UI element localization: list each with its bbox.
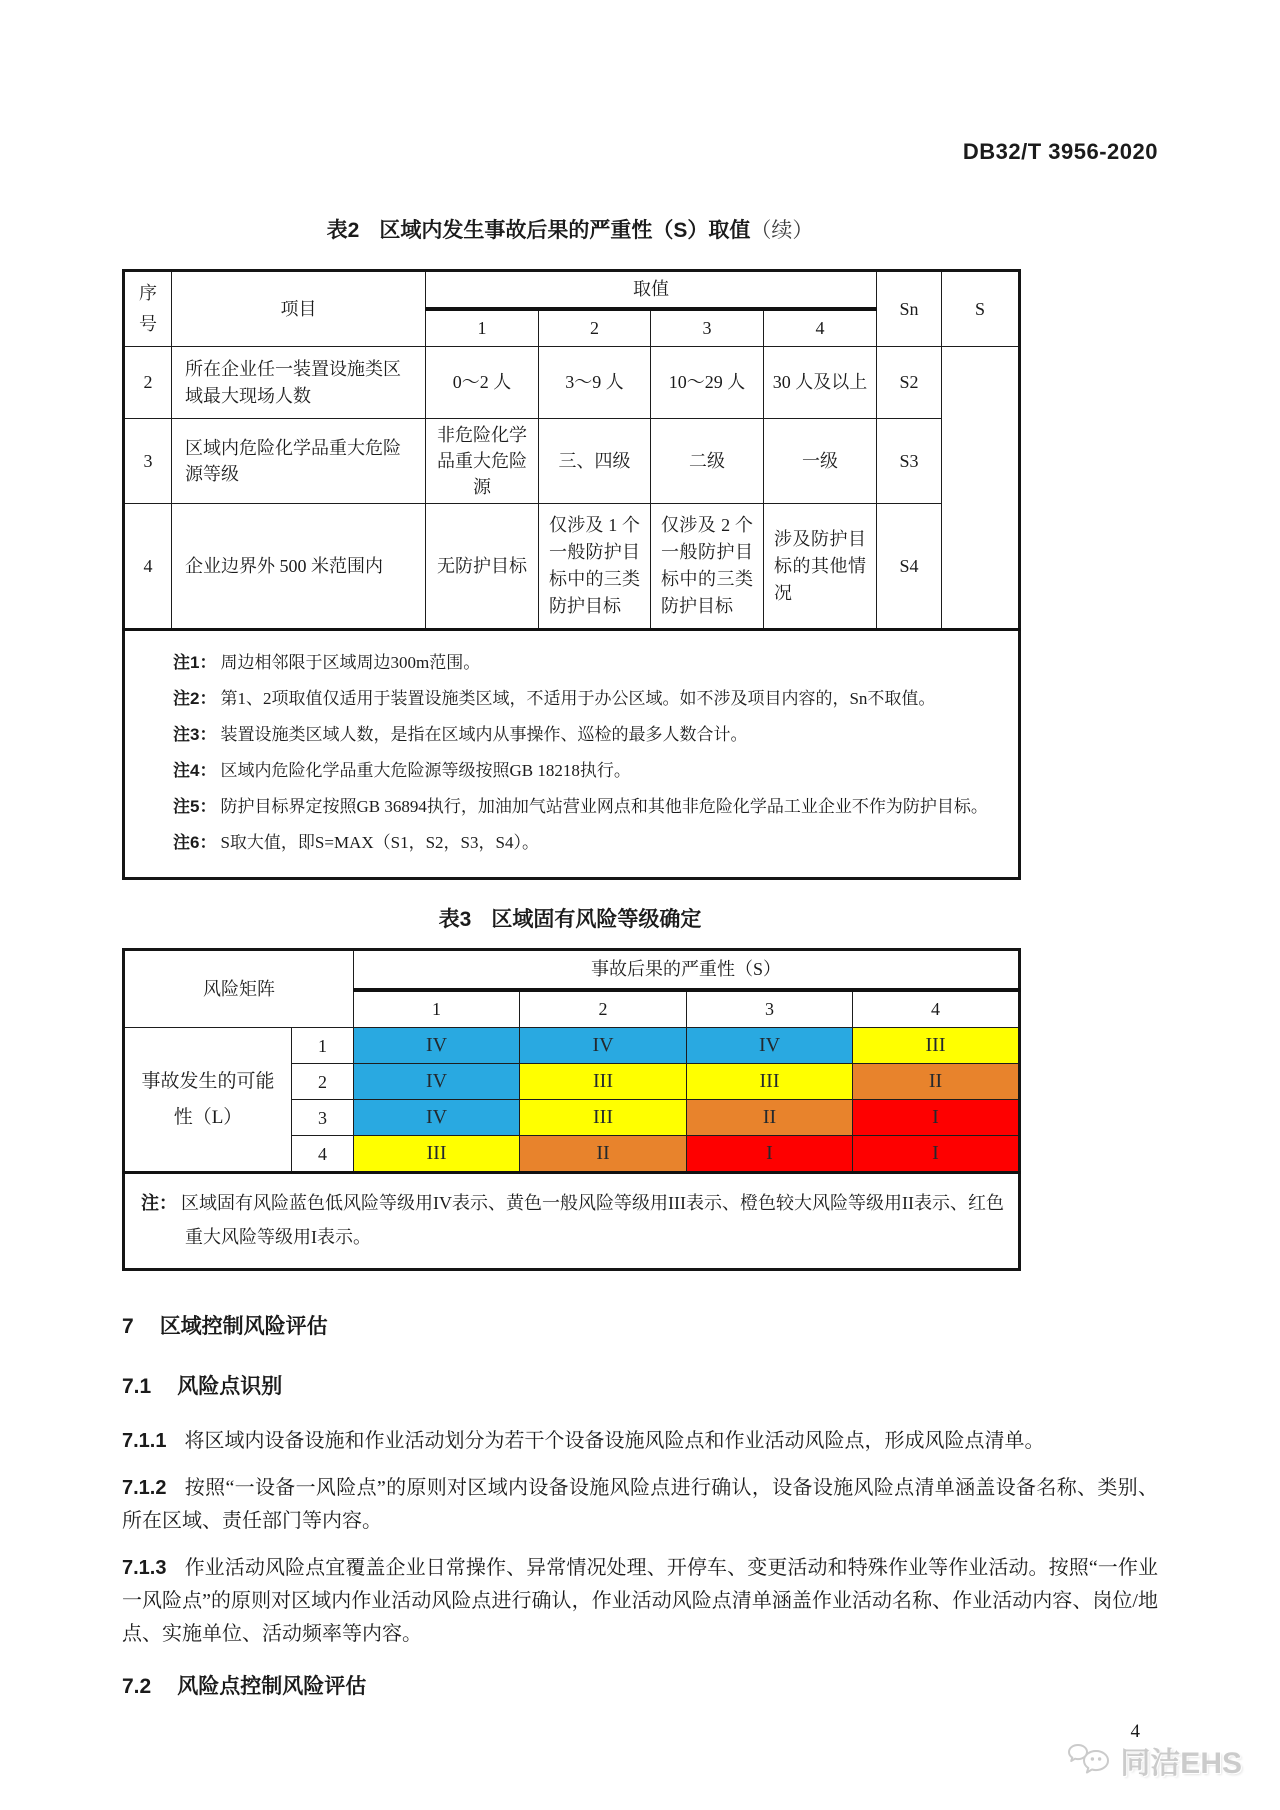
seq-cell: 4: [124, 504, 172, 630]
seq-cell: 3: [124, 419, 172, 504]
note-text: 区域固有风险蓝色低风险等级用IV表示、黄色一般风险等级用III表示、橙色较大风险等级用II表示、红色重大风险等级用I表示。: [181, 1193, 1004, 1248]
page-number: 4: [1130, 1721, 1140, 1743]
header-seq: [124, 271, 172, 347]
risk-cell: I: [853, 1100, 1020, 1136]
risk-cell: IV: [354, 1100, 520, 1136]
risk-matrix-table: [122, 948, 1021, 1271]
risk-cell: IV: [520, 1028, 687, 1064]
risk-cell: II: [853, 1064, 1020, 1100]
clause-number: 7.1.3: [122, 1557, 167, 1580]
risk-cell: I: [687, 1136, 853, 1173]
note-text: 第1、2项取值仅适用于装置设施类区域，不适用于办公区域。如不涉及项目内容的，Sn不取值。: [220, 689, 936, 709]
item-cell: 区域内危险化学品重大危险源等级: [172, 419, 426, 504]
risk-cell: III: [687, 1064, 853, 1100]
standard-code: DB32/T 3956-2020: [962, 139, 1158, 164]
risk-cell: I: [853, 1136, 1020, 1173]
matrix-corner: 风险矩阵: [124, 950, 354, 1028]
table-row: [124, 347, 1020, 419]
severity-table: [122, 269, 1021, 880]
value-cell: 二级: [651, 419, 764, 504]
table-row: [124, 419, 1020, 504]
clause-number: 7.1.2: [122, 1477, 167, 1500]
section-heading-7-1: [122, 1373, 1158, 1401]
note-text: 周边相邻限于区域周边300m范围。: [220, 653, 481, 673]
header-col-2: 2: [539, 309, 651, 347]
value-cell: 0～2 人: [426, 347, 539, 419]
watermark: [1066, 1738, 1242, 1782]
risk-cell: II: [520, 1136, 687, 1173]
table3-title-main: 区域固有风险等级确定: [491, 908, 702, 932]
section-number: 7.2: [122, 1675, 152, 1699]
sn-cell: S4: [877, 504, 942, 630]
value-cell: 三、四级: [539, 419, 651, 504]
severity-header: 事故后果的严重性（S）: [354, 950, 1020, 990]
value-cell: 涉及防护目标的其他情况: [764, 504, 877, 630]
s-cell: [942, 347, 1020, 630]
paragraph-7-1-2: [122, 1472, 1158, 1538]
note-label: 注5：: [173, 797, 217, 817]
section-title: 区域控制风险评估: [159, 1315, 328, 1339]
seq-cell: 2: [124, 347, 172, 419]
notes-row: [124, 630, 1020, 879]
severity-col-2: 2: [520, 990, 687, 1028]
paragraph-7-1-1: [122, 1425, 1158, 1458]
header-col-4: 4: [764, 309, 877, 347]
note-label: 注3：: [173, 725, 217, 745]
clause-text: 按照“一设备一风险点”的原则对区域内设备设施风险点进行确认，设备设施风险点清单涵盖设备名称、类别、所在区域、责任部门等内容。: [122, 1477, 1158, 1533]
risk-cell: IV: [687, 1028, 853, 1064]
risk-cell: II: [687, 1100, 853, 1136]
risk-cell: IV: [354, 1064, 520, 1100]
sn-cell: S2: [877, 347, 942, 419]
note-text: 装置设施类区域人数，是指在区域内从事操作、巡检的最多人数合计。: [220, 725, 748, 745]
value-cell: 10～29 人: [651, 347, 764, 419]
table2-title: [122, 216, 1018, 245]
clause-text: 作业活动风险点宜覆盖企业日常操作、异常情况处理、开停车、变更活动和特殊作业等作业活动。按照“一作业一风险点”的原则对区域内作业活动风险点进行确认，作业活动风险点清单涵盖作业活动名称、作业活动内容、岗位/地点、实施单位、活动频率等内容。: [122, 1557, 1158, 1646]
value-cell: 仅涉及 1 个一般防护目标中的三类防护目标: [539, 504, 651, 630]
likelihood-value: 4: [292, 1136, 354, 1173]
matrix-note-row: [124, 1173, 1020, 1270]
value-cell: 仅涉及 2 个一般防护目标中的三类防护目标: [651, 504, 764, 630]
value-cell: 一级: [764, 419, 877, 504]
section-title: 风险点控制风险评估: [177, 1675, 367, 1699]
value-cell: 3～9 人: [539, 347, 651, 419]
severity-col-3: 3: [687, 990, 853, 1028]
value-cell: 30 人及以上: [764, 347, 877, 419]
page-content: [122, 0, 1158, 1743]
note-line: [173, 717, 1006, 753]
risk-cell: III: [520, 1100, 687, 1136]
note-label: 注2：: [173, 689, 217, 709]
table2-title-main: 区域内发生事故后果的严重性（S）取值: [379, 219, 751, 242]
note-text: 区域内危险化学品重大危险源等级按照GB 18218执行。: [220, 761, 631, 781]
sn-cell: S3: [877, 419, 942, 504]
paragraph-7-1-3: [122, 1552, 1158, 1651]
note-label: 注4：: [173, 761, 217, 781]
table3-title: [122, 906, 1018, 934]
section-heading-7-2: [122, 1673, 1158, 1701]
table3-title-prefix: 表3: [438, 908, 472, 932]
note-line: [173, 681, 1006, 717]
table2-notes: [124, 630, 1020, 879]
note-label: 注：: [141, 1193, 177, 1214]
table3-note: [124, 1173, 1020, 1270]
item-cell: 企业边界外 500 米范围内: [172, 504, 426, 630]
header-value-group: 取值: [426, 271, 877, 309]
section-number: 7: [122, 1315, 134, 1339]
risk-cell: III: [520, 1064, 687, 1100]
clause-text: 将区域内设备设施和作业活动划分为若干个设备设施风险点和作业活动风险点，形成风险点清单。: [184, 1430, 1045, 1453]
section-number: 7.1: [122, 1375, 152, 1399]
note-line: [173, 753, 1006, 789]
note-line: [173, 789, 1006, 825]
note-line: [173, 645, 1006, 681]
matrix-row: [124, 1028, 1020, 1064]
header-seq-label: 序号: [139, 283, 157, 334]
table2-title-suffix: （续）: [750, 218, 814, 242]
likelihood-header: 事故发生的可能性（L）: [124, 1028, 292, 1173]
watermark-text: 同洁EHS: [1120, 1747, 1242, 1780]
note-label: 注1：: [173, 653, 217, 673]
header-col-1: 1: [426, 309, 539, 347]
likelihood-value: 2: [292, 1064, 354, 1100]
table-row: [124, 504, 1020, 630]
header-sn: Sn: [877, 271, 942, 347]
note-line: [173, 825, 1006, 861]
value-cell: 非危险化学品重大危险源: [426, 419, 539, 504]
severity-col-4: 4: [853, 990, 1020, 1028]
note-label: 注6：: [173, 833, 217, 853]
likelihood-value: 1: [292, 1028, 354, 1064]
section-heading-7: [122, 1313, 1158, 1341]
table2-title-prefix: 表2: [326, 219, 360, 242]
item-cell: 所在企业任一装置设施类区域最大现场人数: [172, 347, 426, 419]
risk-cell: IV: [354, 1028, 520, 1064]
severity-col-1: 1: [354, 990, 520, 1028]
header-s: S: [942, 271, 1020, 347]
wechat-icon: [1066, 1742, 1112, 1778]
note-text: S取大值，即S=MAX（S1，S2，S3，S4）。: [220, 833, 539, 853]
risk-cell: III: [853, 1028, 1020, 1064]
risk-cell: III: [354, 1136, 520, 1173]
value-cell: 无防护目标: [426, 504, 539, 630]
section-title: 风险点识别: [177, 1375, 283, 1399]
header-col-3: 3: [651, 309, 764, 347]
note-text: 防护目标界定按照GB 36894执行，加油加气站营业网点和其他非危险化学品工业企业不作为防护目标。: [220, 797, 988, 817]
clause-number: 7.1.1: [122, 1430, 167, 1453]
likelihood-value: 3: [292, 1100, 354, 1136]
header-item: 项目: [172, 271, 426, 347]
